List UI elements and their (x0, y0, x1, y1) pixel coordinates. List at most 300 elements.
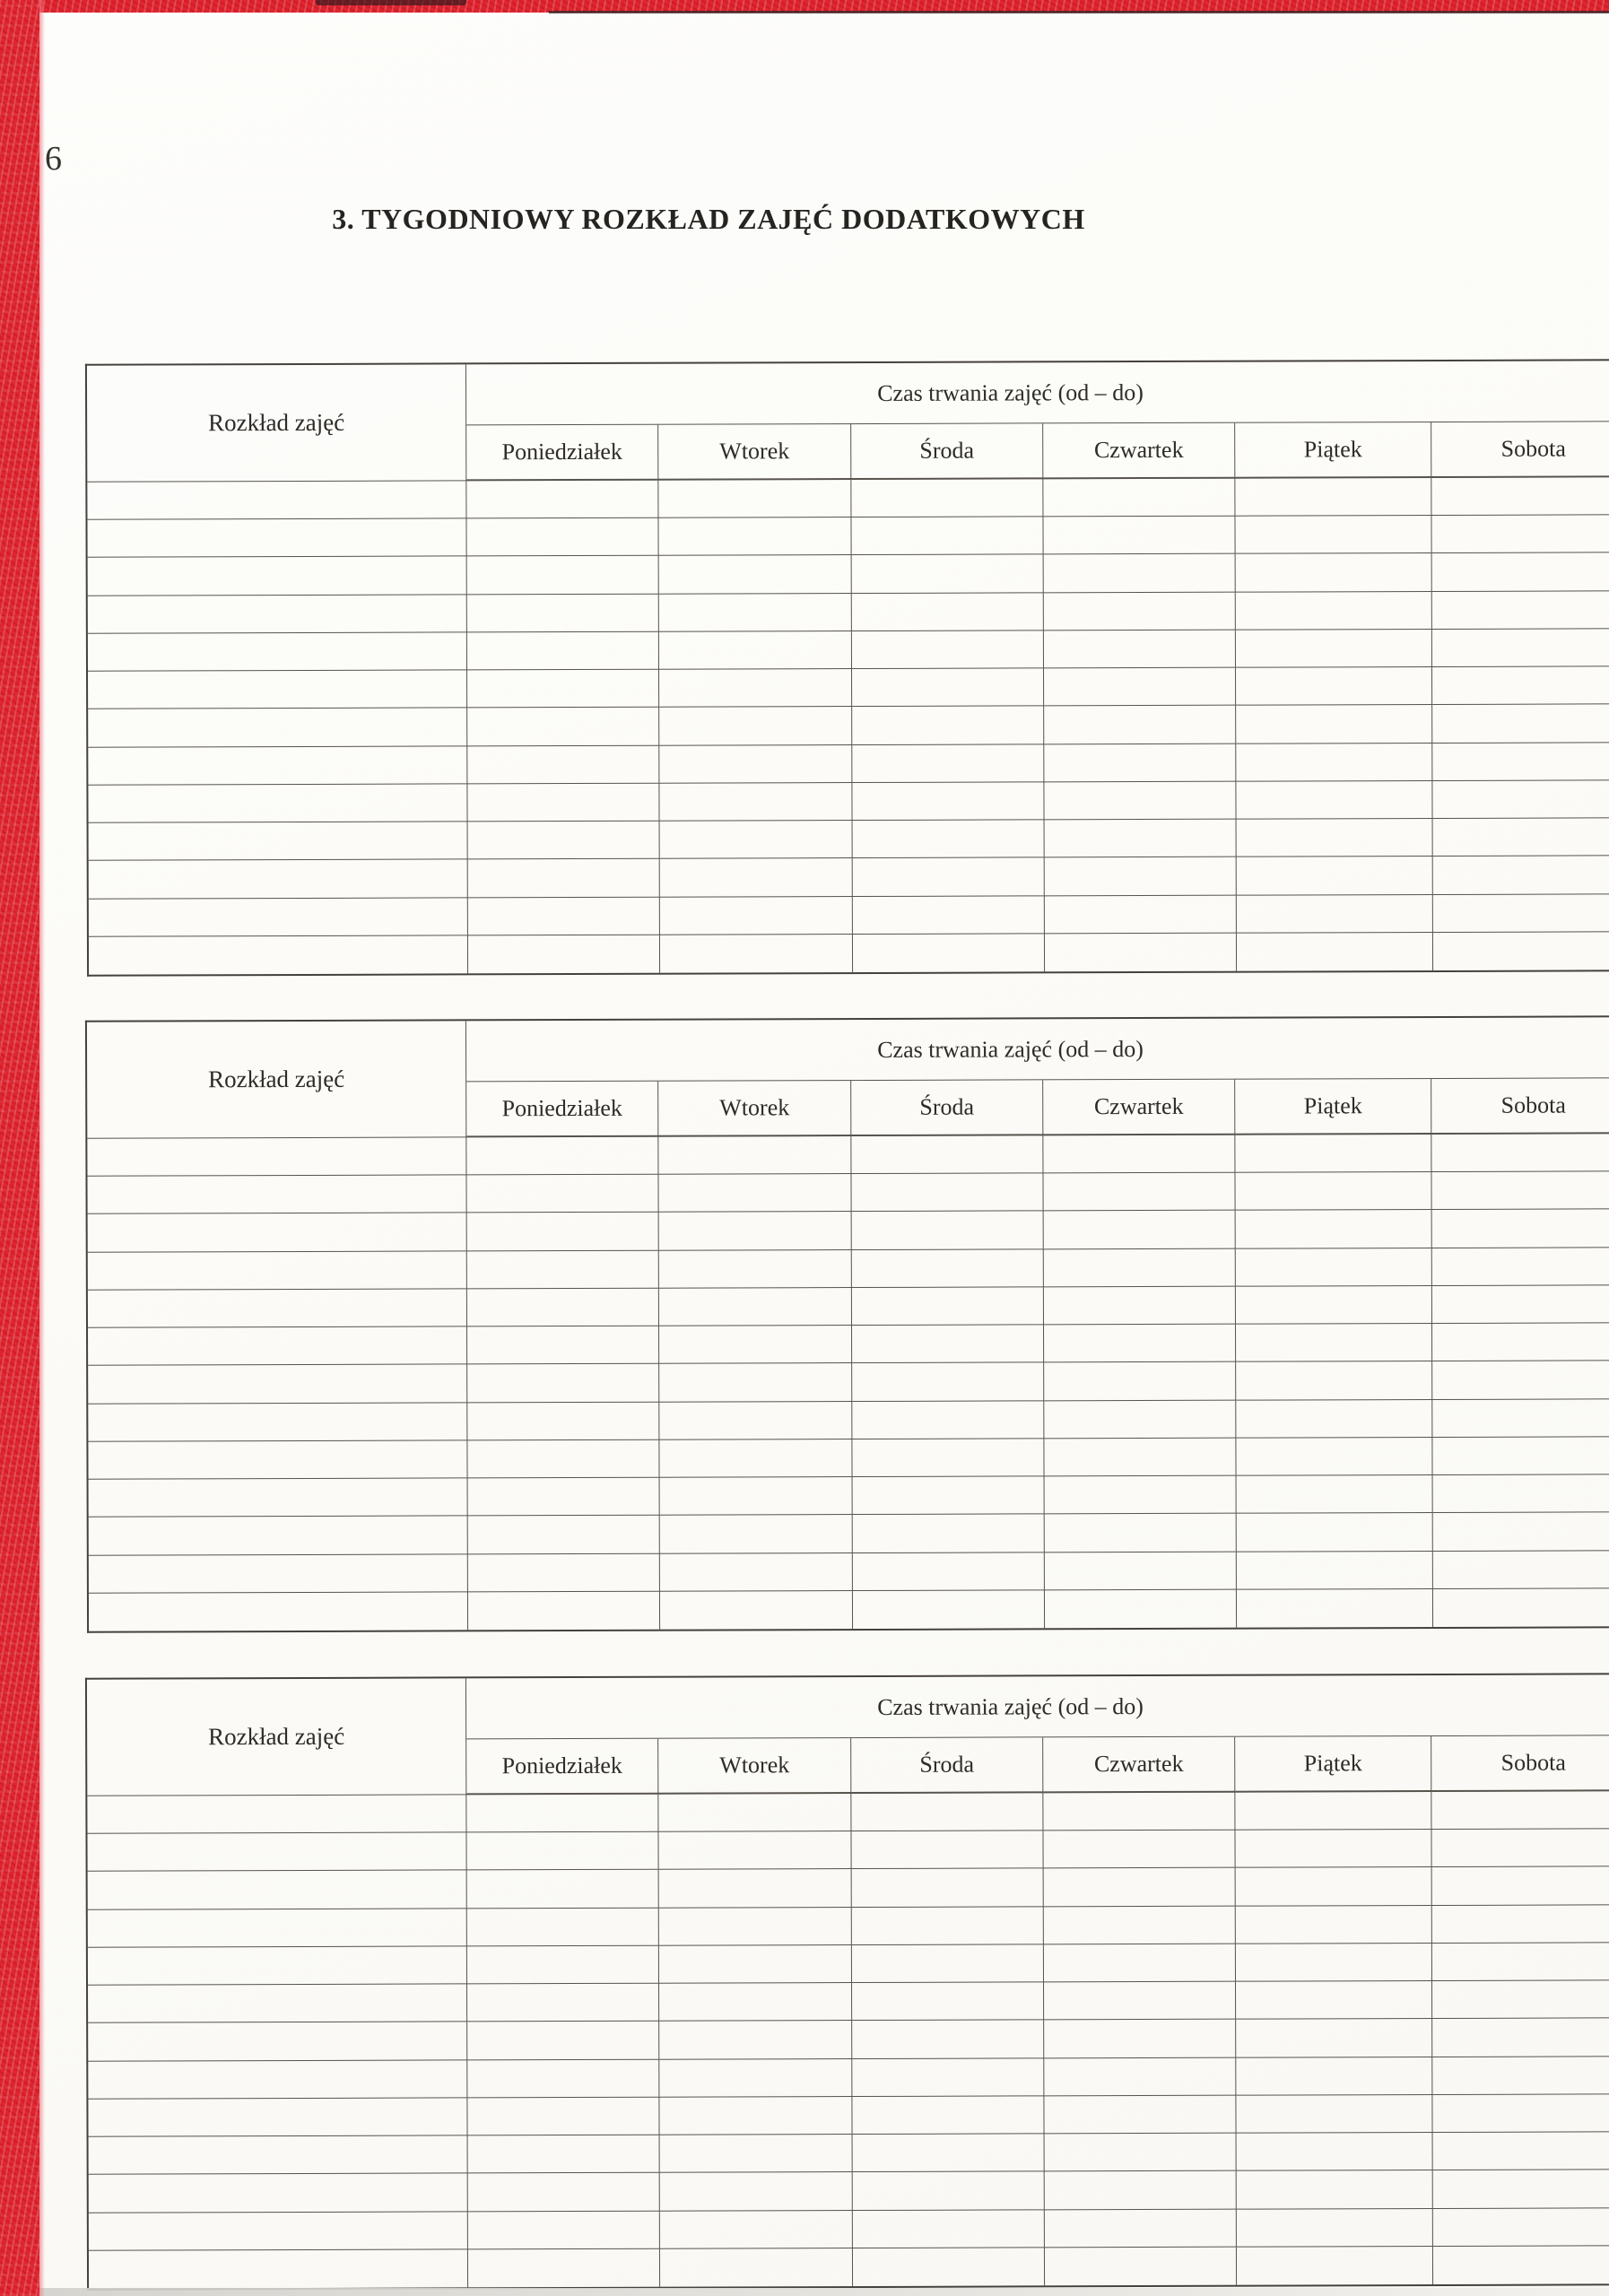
day-header-cell: Wtorek (658, 1081, 851, 1137)
schedule-cell (88, 2022, 467, 2062)
schedule-cell (851, 1174, 1043, 1213)
book-cover-left-edge (0, 0, 39, 2296)
schedule-cell (1045, 2171, 1237, 2210)
schedule-cell (852, 631, 1044, 669)
schedule-cell (468, 2135, 660, 2174)
schedule-cell (1432, 629, 1609, 667)
schedule-cell (89, 1554, 468, 1594)
schedule-cell (1236, 1438, 1432, 1476)
day-header-cell: Sobota (1431, 422, 1609, 478)
schedule-cell (1237, 933, 1433, 971)
schedule-cell (1433, 1474, 1609, 1513)
schedule-cell (1237, 1589, 1433, 1628)
schedule-cell (659, 1250, 852, 1289)
day-header-cell: Środa (851, 1737, 1043, 1794)
schedule-cell (852, 1401, 1044, 1439)
schedule-cell (659, 707, 852, 745)
schedule-cell (467, 708, 659, 746)
schedule-cell (89, 1592, 468, 1631)
schedule-cell (89, 822, 468, 861)
schedule-cell (1433, 1551, 1609, 1589)
schedule-cell (1432, 1867, 1609, 1906)
schedule-cell (1044, 1439, 1236, 1477)
schedule-cell (660, 1515, 853, 1553)
schedule-cell (1432, 1210, 1609, 1248)
schedule-cell (851, 479, 1043, 517)
schedule-cell (1432, 780, 1609, 819)
schedule-cell (88, 1213, 467, 1253)
schedule-cell (660, 1477, 853, 1516)
schedule-cell (467, 1402, 659, 1440)
schedule-cell (88, 709, 467, 748)
row-header-cell: Rozkład zajęć (87, 1021, 466, 1138)
schedule-cell (88, 557, 467, 596)
schedule-cell (1044, 554, 1236, 593)
schedule-table-3 (85, 1673, 1609, 2290)
schedule-cell (1043, 1793, 1235, 1831)
schedule-cell (1235, 478, 1431, 517)
schedule-cell (468, 2248, 660, 2287)
schedule-cell (1432, 1943, 1609, 1981)
schedule-cell (88, 2098, 467, 2137)
schedule-cell (659, 1439, 852, 1478)
schedule-cell (1432, 1905, 1609, 1944)
schedule-cell (1431, 1791, 1609, 1830)
schedule-cell (1431, 516, 1609, 554)
schedule-cell (660, 2248, 853, 2287)
schedule-cell (853, 1590, 1045, 1629)
schedule-cell (88, 1403, 467, 1442)
schedule-cell (1044, 592, 1236, 631)
schedule-cell (1236, 1944, 1432, 1982)
schedule-cell (852, 1287, 1044, 1326)
schedule-cell (1044, 1248, 1236, 1287)
schedule-cell (88, 1251, 467, 1291)
schedule-cell (88, 632, 467, 672)
schedule-cell (1043, 1173, 1235, 1212)
schedule-cell (1433, 1588, 1609, 1627)
schedule-cell (87, 1795, 466, 1834)
day-header-cell: Poniedziałek (466, 1082, 658, 1138)
schedule-cell (658, 1794, 851, 1832)
schedule-cell (467, 1289, 659, 1327)
schedule-cell (1044, 1400, 1236, 1439)
schedule-cell (1433, 1513, 1609, 1552)
schedule-cell (1236, 1286, 1432, 1325)
schedule-cell (1045, 857, 1237, 896)
schedule-cell (852, 1907, 1044, 1945)
schedule-cell (1432, 743, 1609, 781)
schedule-cell (467, 556, 659, 595)
schedule-cell (1432, 1399, 1609, 1438)
schedule-cell (88, 671, 467, 710)
schedule-cell (1432, 1437, 1609, 1475)
schedule-cell (852, 1325, 1044, 1363)
schedule-cell (1237, 819, 1433, 857)
schedule-cell (660, 858, 853, 897)
schedule-cell (88, 1871, 467, 1910)
schedule-cell (468, 859, 660, 898)
schedule-cell (1237, 2247, 1433, 2285)
schedule-cell (852, 1249, 1044, 1288)
schedule-cell (660, 897, 853, 935)
schedule-cell (1432, 666, 1609, 705)
schedule-cell (1433, 2208, 1609, 2247)
schedule-cell (1235, 516, 1431, 554)
schedule-cell (1236, 1867, 1432, 1906)
schedule-cell (852, 707, 1044, 745)
schedule-cell (88, 1985, 467, 2024)
schedule-cell (88, 746, 467, 786)
schedule-cell (1045, 895, 1237, 934)
schedule-cell (468, 897, 660, 935)
schedule-cell (1431, 477, 1609, 516)
schedule-cell (1432, 553, 1609, 592)
schedule-cell (88, 1440, 467, 1480)
schedule-cell (89, 860, 468, 900)
schedule-cell (1236, 1361, 1432, 1400)
schedule-cell (659, 1288, 852, 1326)
schedule-cell (853, 2172, 1045, 2211)
schedule-cell (87, 1137, 466, 1177)
schedule-cell (467, 784, 659, 822)
schedule-cell (1237, 857, 1433, 895)
schedule-cell (853, 2134, 1045, 2172)
schedule-cell (468, 1478, 660, 1517)
schedule-cell (1432, 2057, 1609, 2095)
schedule-cell (853, 896, 1045, 935)
schedule-cell (468, 2211, 660, 2249)
schedule-cell (87, 519, 466, 559)
duration-span-header-cell: Czas trwania zajęć (od – do) (466, 1674, 1609, 1739)
schedule-cell (1433, 818, 1609, 857)
schedule-cell (1236, 1981, 1432, 2020)
day-header-cell: Sobota (1431, 1735, 1609, 1792)
schedule-cell (1044, 782, 1236, 821)
schedule-cell (1235, 1792, 1431, 1831)
schedule-cell (852, 1363, 1044, 1402)
schedule-cell (1236, 553, 1432, 592)
day-header-cell: Czwartek (1043, 423, 1235, 480)
day-header-cell: Poniedziałek (466, 425, 658, 482)
day-header-cell: Sobota (1431, 1078, 1609, 1135)
schedule-cell (88, 1365, 467, 1405)
schedule-cell (853, 820, 1045, 858)
schedule-table-1 (85, 359, 1609, 976)
schedule-cell (660, 2172, 853, 2211)
schedule-cell (89, 2135, 468, 2175)
schedule-cell (468, 1516, 660, 1554)
schedule-cell (1432, 1285, 1609, 1324)
schedule-cell (1044, 1362, 1236, 1401)
schedule-cell (1044, 1211, 1236, 1249)
schedule-cell (1236, 630, 1432, 668)
schedule-cell (1433, 2246, 1609, 2284)
schedule-cell (466, 1175, 658, 1213)
schedule-cell (1431, 1134, 1609, 1172)
schedule-cell (852, 1944, 1044, 1983)
schedule-cell (852, 2021, 1044, 2059)
schedule-cell (660, 1553, 853, 1592)
schedule-cell (852, 593, 1044, 631)
schedule-cell (1236, 1210, 1432, 1248)
schedule-cell (658, 1174, 851, 1213)
schedule-cell (660, 2211, 853, 2249)
schedule-cell (851, 1831, 1043, 1870)
schedule-cell (658, 517, 851, 556)
schedule-cell (1432, 1323, 1609, 1361)
schedule-cell (1432, 1361, 1609, 1400)
schedule-cell (659, 631, 852, 670)
schedule-cell (89, 2174, 468, 2213)
schedule-cell (658, 1136, 851, 1175)
schedule-cell (659, 1945, 852, 1984)
schedule-cell (853, 1476, 1045, 1515)
duration-span-header-cell: Czas trwania zajęć (od – do) (466, 1017, 1609, 1082)
schedule-cell (1432, 2094, 1609, 2133)
schedule-cell (468, 822, 660, 860)
schedule-cell (659, 783, 852, 822)
schedule-cell (466, 1795, 658, 1833)
schedule-cell (1237, 2209, 1433, 2248)
schedule-cell (658, 480, 851, 518)
schedule-cell (660, 1591, 853, 1630)
schedule-cell (1044, 2096, 1236, 2135)
schedule-cell (1043, 1135, 1235, 1174)
day-header-cell: Piątek (1235, 422, 1431, 479)
schedule-cell (659, 669, 852, 708)
schedule-cell (1235, 1172, 1431, 1211)
day-header-cell: Środa (851, 1080, 1043, 1136)
schedule-cell (89, 1478, 468, 1518)
schedule-cell (851, 517, 1043, 556)
row-header-cell: Rozkład zajęć (87, 364, 466, 482)
schedule-cell (660, 821, 853, 859)
schedule-cell (659, 555, 852, 594)
schedule-cell (88, 595, 467, 634)
schedule-cell (1237, 2170, 1433, 2209)
schedule-cell (1236, 667, 1432, 706)
schedule-cell (468, 1591, 660, 1630)
schedule-cell (1045, 1552, 1237, 1590)
schedule-cell (1044, 2020, 1236, 2058)
schedule-cell (851, 1793, 1043, 1831)
schedule-cell (659, 1212, 852, 1250)
schedule-cell (467, 670, 659, 709)
schedule-cell (1433, 857, 1609, 895)
day-header-cell: Wtorek (658, 424, 851, 481)
schedule-cell (1236, 1906, 1432, 1944)
schedule-cell (1431, 1172, 1609, 1211)
schedule-cell (1432, 2019, 1609, 2057)
schedule-cell (466, 1137, 658, 1176)
schedule-cell (1236, 2057, 1432, 2096)
row-header-cell: Rozkład zajęć (87, 1678, 466, 1796)
schedule-cell (1433, 932, 1609, 970)
schedule-cell (659, 1363, 852, 1402)
schedule-cell (466, 518, 658, 557)
schedule-cell (853, 1515, 1045, 1553)
schedule-cell (1045, 2247, 1237, 2285)
schedule-cell (1045, 1589, 1237, 1628)
schedule-cell (467, 1213, 659, 1251)
schedule-cell (852, 1439, 1044, 1477)
schedule-cell (1043, 479, 1235, 517)
schedule-cell (1236, 1248, 1432, 1287)
schedule-cell (852, 2096, 1044, 2135)
schedule-cell (468, 2173, 660, 2212)
schedule-cell (1236, 2019, 1432, 2057)
schedule-cell (467, 1326, 659, 1365)
schedule-cell (88, 1946, 467, 1986)
schedule-cell (467, 1908, 659, 1946)
schedule-cell (466, 481, 658, 519)
schedule-cell (88, 784, 467, 823)
schedule-cell (1433, 894, 1609, 933)
schedule-cell (88, 1909, 467, 1948)
schedule-cell (853, 1552, 1045, 1591)
day-header-cell: Czwartek (1043, 1737, 1235, 1794)
schedule-cell (88, 1289, 467, 1328)
day-header-cell: Czwartek (1043, 1080, 1235, 1136)
schedule-cell (89, 1517, 468, 1556)
schedule-cell (87, 481, 466, 520)
schedule-cell (1045, 2134, 1237, 2172)
schedule-cell (467, 2098, 659, 2136)
schedule-cell (1044, 668, 1236, 707)
schedule-cell (851, 1135, 1043, 1174)
schedule-cell (659, 1908, 852, 1946)
schedule-cell (1045, 1514, 1237, 1552)
schedule-cell (89, 935, 468, 975)
schedule-cell (659, 1869, 852, 1908)
page-title: 3. TYGODNIOWY ROZKŁAD ZAJĘĆ DODATKOWYCH (332, 203, 1085, 235)
schedule-cell (1044, 631, 1236, 669)
schedule-cell (658, 1831, 851, 1870)
schedule-cell (1236, 592, 1432, 631)
schedule-cell (660, 935, 853, 973)
schedule-cell (467, 1440, 659, 1479)
schedule-cell (659, 745, 852, 784)
schedule-cell (659, 594, 852, 632)
schedule-cell (1235, 1135, 1431, 1173)
schedule-cell (1045, 1476, 1237, 1515)
schedule-cell (1236, 1400, 1432, 1439)
schedule-cell (1045, 2209, 1237, 2248)
page-bottom-edge-shadow (39, 2288, 1609, 2296)
schedule-cell (1237, 2133, 1433, 2171)
schedule-cell (468, 935, 660, 973)
schedule-cell (467, 632, 659, 671)
schedule-cell (1236, 1324, 1432, 1362)
schedule-cell (1044, 1287, 1236, 1326)
page-number: 6 (45, 140, 62, 178)
schedule-cell (853, 858, 1045, 897)
schedule-cell (1432, 705, 1609, 744)
schedule-cell (1044, 744, 1236, 782)
schedule-cell (467, 594, 659, 632)
schedule-cell (88, 1327, 467, 1367)
schedule-cell (852, 555, 1044, 594)
schedule-cell (87, 1176, 466, 1215)
schedule-cell (87, 1833, 466, 1873)
schedule-cell (659, 2097, 852, 2135)
schedule-cell (659, 1326, 852, 1364)
schedule-cell (468, 1553, 660, 1592)
schedule-cell (467, 745, 659, 784)
schedule-cell (1432, 1248, 1609, 1286)
schedule-cell (1044, 1906, 1236, 1944)
schedule-cell (1236, 744, 1432, 782)
schedule-cell (1432, 591, 1609, 630)
schedule-cell (1044, 1944, 1236, 1983)
schedule-cell (1237, 895, 1433, 934)
schedule-cell (1044, 1982, 1236, 2021)
schedule-cell (88, 2060, 467, 2100)
schedule-cell (467, 1984, 659, 2022)
day-header-cell: Wtorek (658, 1738, 851, 1795)
schedule-cell (659, 1983, 852, 2022)
schedule-cell (1044, 706, 1236, 744)
cover-seam-line (549, 11, 1609, 13)
schedule-cell (1043, 517, 1235, 555)
day-header-cell: Środa (851, 423, 1043, 480)
schedule-cell (852, 782, 1044, 821)
schedule-cell (89, 2212, 468, 2251)
schedule-cell (1043, 1831, 1235, 1869)
schedule-cell (853, 2210, 1045, 2248)
schedule-cell (1432, 1980, 1609, 2019)
schedule-cell (467, 1870, 659, 1909)
schedule-cell (1237, 1552, 1433, 1590)
schedule-cell (659, 1402, 852, 1440)
schedule-cell (1433, 2170, 1609, 2209)
schedule-cell (1237, 1513, 1433, 1552)
schedule-cell (1433, 2132, 1609, 2170)
schedule-cell (853, 2248, 1045, 2286)
schedule-table-2 (85, 1015, 1609, 1632)
schedule-cell (1044, 1325, 1236, 1363)
schedule-cell (852, 1212, 1044, 1250)
schedule-cell (1237, 1475, 1433, 1514)
schedule-cell (466, 1832, 658, 1871)
schedule-cell (1045, 933, 1237, 971)
schedule-cell (1044, 1868, 1236, 1907)
schedule-cell (1235, 1830, 1431, 1868)
schedule-cell (467, 1946, 659, 1985)
schedule-cell (853, 934, 1045, 972)
schedule-cell (852, 744, 1044, 783)
schedule-cell (467, 1364, 659, 1403)
schedule-cell (1045, 820, 1237, 858)
schedule-cell (852, 1869, 1044, 1908)
schedule-cell (659, 2021, 852, 2059)
schedule-cell (1236, 705, 1432, 744)
schedule-cell (89, 2249, 468, 2289)
schedule-cell (467, 2022, 659, 2060)
duration-span-header-cell: Czas trwania zajęć (od – do) (466, 361, 1609, 425)
schedule-cell (852, 1982, 1044, 2021)
schedule-cell (1044, 2057, 1236, 2096)
schedule-cell (467, 1250, 659, 1289)
schedule-cell (852, 2058, 1044, 2097)
day-header-cell: Poniedziałek (466, 1739, 658, 1796)
schedule-cell (660, 2135, 853, 2173)
scan-dark-notch (316, 0, 466, 5)
schedule-cell (852, 668, 1044, 707)
schedule-cell (89, 898, 468, 937)
schedule-cell (659, 2059, 852, 2098)
